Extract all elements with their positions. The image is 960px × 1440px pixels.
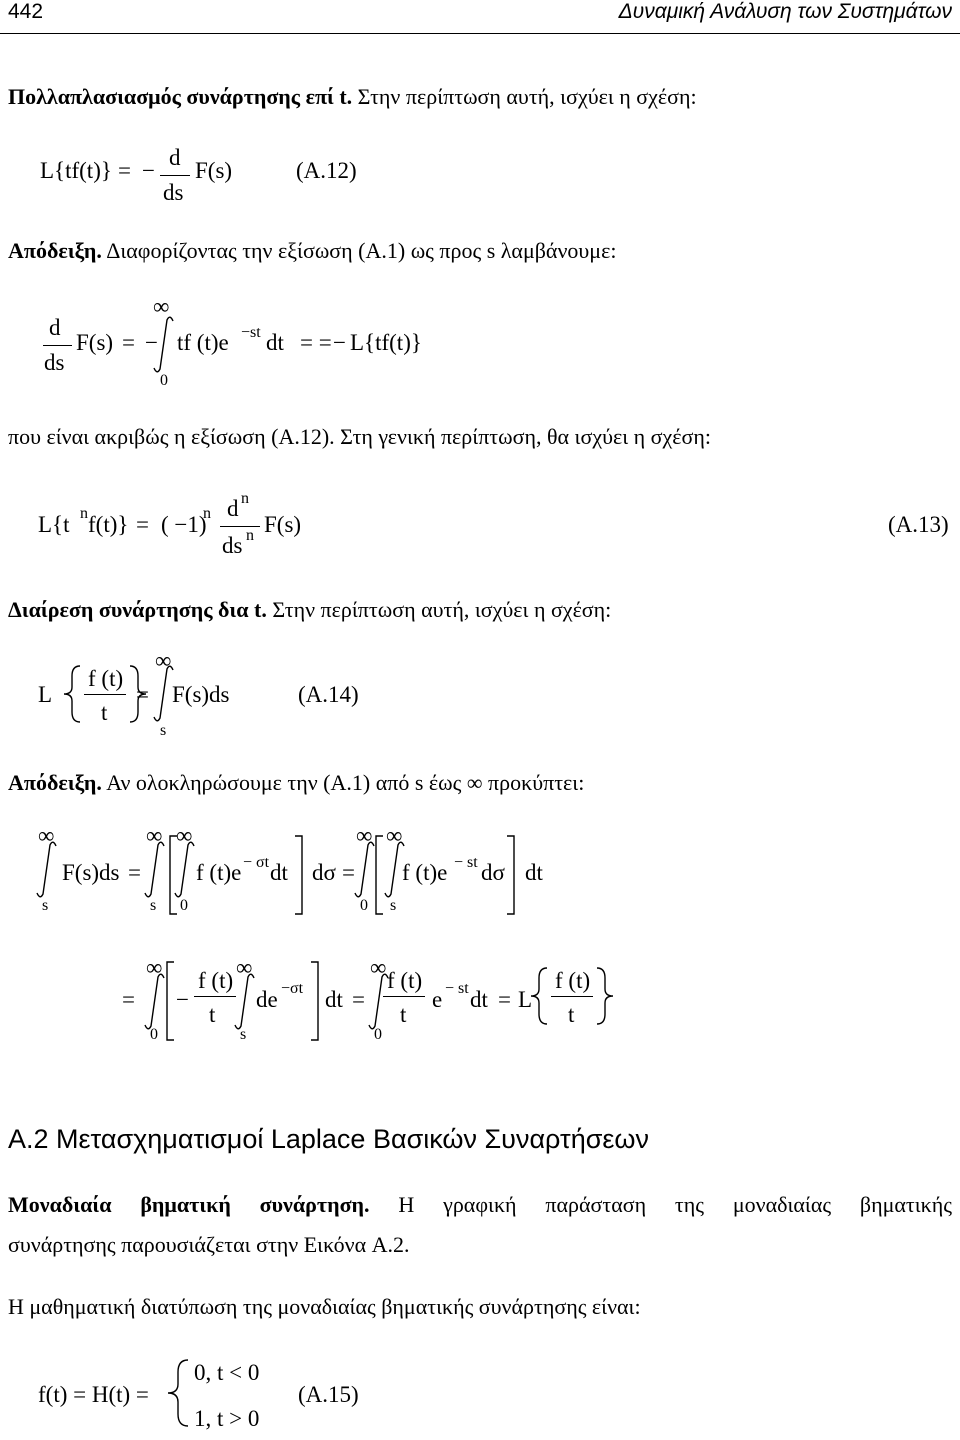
eqp3-lower-limit-3: 0 <box>374 1026 382 1043</box>
eqp1-numerator: d <box>49 315 61 340</box>
eq13-lhs-part1: L{t <box>38 512 70 537</box>
eq13-sign-power: n <box>203 505 211 522</box>
eqp2-integrand-2: f (t)e <box>402 860 448 885</box>
left-brace <box>531 968 547 1024</box>
eqp1-integrand: tf (t)e <box>177 330 229 355</box>
eqp1-equals: = <box>122 330 135 355</box>
integral-sign <box>385 842 404 897</box>
eqp1-exponent: −st <box>241 324 261 341</box>
right-bracket <box>311 962 318 1040</box>
eqp1-lower-limit: 0 <box>160 372 168 389</box>
eqp2-equals-2: = <box>342 860 355 885</box>
integral-sign <box>175 842 194 897</box>
eqp3-denominator-2: t <box>400 1002 407 1027</box>
eqp2-lower-limit-2: s <box>150 897 157 914</box>
eqp1-upper-limit: ∞ <box>153 294 170 319</box>
eqp2-dsigma-1: dσ <box>312 860 336 885</box>
eqp1-dt: dt <box>266 330 284 355</box>
eqp3-denominator-1: t <box>209 1002 216 1027</box>
eqp2-lower-limit-3: 0 <box>180 897 188 914</box>
eq12-lhs: L{tf(t)} <box>40 158 112 183</box>
eqp3-equals-2: = <box>352 987 365 1012</box>
paragraph-bold: Απόδειξη. <box>8 238 102 263</box>
eqp3-de: de <box>256 987 278 1012</box>
eq14-numerator: f (t) <box>88 666 124 691</box>
integral-sign <box>37 842 56 897</box>
page-number: 442 <box>8 0 44 23</box>
eq14-lower-limit: s <box>160 722 167 739</box>
paragraph-general-case: που είναι ακριβώς η εξίσωση (A.12). Στη γενική περίπτωση, θα ισχύει η σχέση: <box>8 424 711 449</box>
left-brace <box>168 1360 188 1426</box>
eqp1-equals-2: = = <box>300 330 332 355</box>
eqp2-lower-limit-5: s <box>390 897 397 914</box>
infinity-symbol: ∞ <box>466 770 483 795</box>
right-bracket <box>295 836 302 914</box>
eq13-denominator: ds <box>222 533 243 558</box>
eq14-denominator: t <box>101 700 108 725</box>
right-bracket <box>507 836 514 914</box>
eq15-label: (A.15) <box>298 1382 359 1407</box>
eq14-rhs: F(s)ds <box>172 682 230 707</box>
eq13-equals: = <box>136 512 149 537</box>
integral-sign <box>154 317 173 372</box>
left-brace <box>64 666 80 722</box>
eqp3-exponent-2: − st <box>445 980 469 997</box>
paragraph-bold: Πολλαπλασιασμός συνάρτησης επί t. <box>8 84 353 109</box>
eqp2-upper-limit-5: ∞ <box>386 823 403 848</box>
left-bracket <box>167 962 174 1040</box>
eqp3-equals-1: = <box>122 987 135 1012</box>
eqp3-equals-3: = <box>498 987 511 1012</box>
eqp3-minus: − <box>176 987 189 1012</box>
paragraph-text: Στην περίπτωση αυτή, ισχύει η σχέση: <box>352 84 697 109</box>
eq12-rhs: F(s) <box>195 158 233 183</box>
eqp2-lower-limit-4: 0 <box>360 897 368 914</box>
eqp3-upper-limit-3: ∞ <box>370 955 387 980</box>
eq15-case-1: 0, t < 0 <box>194 1360 260 1385</box>
eqp3-L: L <box>518 987 533 1012</box>
eqp3-dt-1: dt <box>325 987 343 1012</box>
eqp2-integrand-1: f (t)e <box>196 860 242 885</box>
paragraph-text: Στην περίπτωση αυτή, ισχύει η σχέση: <box>266 597 612 622</box>
integral-sign <box>145 974 164 1029</box>
paragraph-math-definition: Η μαθηματική διατύπωση της μοναδιαίας βηματικής συνάρτησης είναι: <box>8 1294 641 1319</box>
paragraph-unit-step-line1 <box>8 1192 952 1218</box>
eqp2-dt-1: dt <box>270 860 288 885</box>
eq15-case-2: 1, t > 0 <box>194 1406 260 1431</box>
eq13-sign: ( −1) <box>161 512 207 537</box>
eqp1-fs: F(s) <box>76 330 114 355</box>
paragraph-bold: Απόδειξη. <box>8 770 102 795</box>
paragraph-text: Διαφορίζοντας την εξίσωση (A.1) ως προς s λαμβάνουμε: <box>101 238 617 263</box>
integral-sign <box>355 842 374 897</box>
eq12-minus: − <box>142 158 155 183</box>
eqp1-minus: − <box>145 330 158 355</box>
eqp3-numerator-1: f (t) <box>198 968 234 993</box>
eq13-lhs-part2: f(t)} <box>88 512 129 537</box>
eq12-denominator: ds <box>163 180 184 205</box>
eqp3-numerator-3: f (t) <box>555 968 591 993</box>
eqp1-rhs: L{tf(t)} <box>350 330 422 355</box>
eqp2-upper-limit-1: ∞ <box>38 823 55 848</box>
eqp3-upper-limit-1: ∞ <box>146 955 163 980</box>
eq12-label: (A.12) <box>296 158 357 183</box>
eqp2-fsds: F(s)ds <box>62 860 120 885</box>
left-bracket <box>376 836 383 914</box>
eq12-numerator: d <box>169 145 181 170</box>
eqp2-upper-limit-4: ∞ <box>356 823 373 848</box>
eqp2-upper-limit-3: ∞ <box>176 823 193 848</box>
integral-sign <box>235 974 254 1029</box>
integral-sign <box>369 974 388 1029</box>
eq14-upper-limit: ∞ <box>155 648 172 673</box>
section-heading: A.2 Μετασχηματισμοί Laplace Βασικών Συναρτήσεων <box>8 1124 649 1154</box>
eq12-equals: = <box>118 158 131 183</box>
eqp1-denominator: ds <box>44 350 65 375</box>
eqp1-minus-2: − <box>333 330 346 355</box>
eqp2-dt-2: dt <box>525 860 543 885</box>
eqp3-e: e <box>432 987 443 1012</box>
eqp2-exponent-1: − σt <box>243 854 270 871</box>
paragraph-text: Η γραφική παράσταση της μοναδιαίας βηματικής <box>369 1192 952 1217</box>
eqp3-numerator-2: f (t) <box>387 968 423 993</box>
eq13-numerator-power: n <box>241 490 249 507</box>
eqp2-dsigma-2: dσ <box>481 860 505 885</box>
eqp2-lower-limit-1: s <box>42 897 49 914</box>
eq13-denominator-power: n <box>246 527 254 544</box>
right-brace <box>597 968 613 1024</box>
eqp3-dt-2: dt <box>470 987 488 1012</box>
eq14-L: L <box>38 682 53 707</box>
eq14-equals: = <box>136 682 149 707</box>
eqp2-equals-1: = <box>128 860 141 885</box>
eqp2-exponent-2: − st <box>454 854 478 871</box>
paragraph-text: προκύπτει: <box>482 770 585 795</box>
integral-sign <box>154 666 173 721</box>
eq13-power-n: n <box>80 505 88 522</box>
paragraph-unit-step-line2: συνάρτησης παρουσιάζεται στην Εικόνα A.2. <box>8 1232 410 1257</box>
eq13-numerator: d <box>227 496 239 521</box>
eqp3-lower-limit-2: s <box>240 1026 247 1043</box>
eqp3-lower-limit-1: 0 <box>150 1026 158 1043</box>
eq13-rhs: F(s) <box>264 512 302 537</box>
paragraph-bold: Διαίρεση συνάρτησης δια t. <box>8 597 267 622</box>
integral-sign <box>145 842 164 897</box>
eqp3-denominator-3: t <box>568 1002 575 1027</box>
eq15-lhs: f(t) = H(t) = <box>38 1382 149 1407</box>
eqp2-upper-limit-2: ∞ <box>146 823 163 848</box>
running-title: Δυναμική Ανάλυση των Συστημάτων <box>618 0 952 23</box>
eq14-label: (A.14) <box>298 682 359 707</box>
eqp3-exponent-1: −σt <box>281 980 304 997</box>
eq13-label: (A.13) <box>888 512 949 537</box>
right-brace <box>130 666 146 722</box>
eqp3-upper-limit-2: ∞ <box>236 955 253 980</box>
paragraph-text: Αν ολοκληρώσουμε την (A.1) από s έως <box>101 770 467 795</box>
left-bracket <box>170 836 177 914</box>
paragraph-bold: Μοναδιαία βηματική συνάρτηση. <box>8 1192 370 1217</box>
